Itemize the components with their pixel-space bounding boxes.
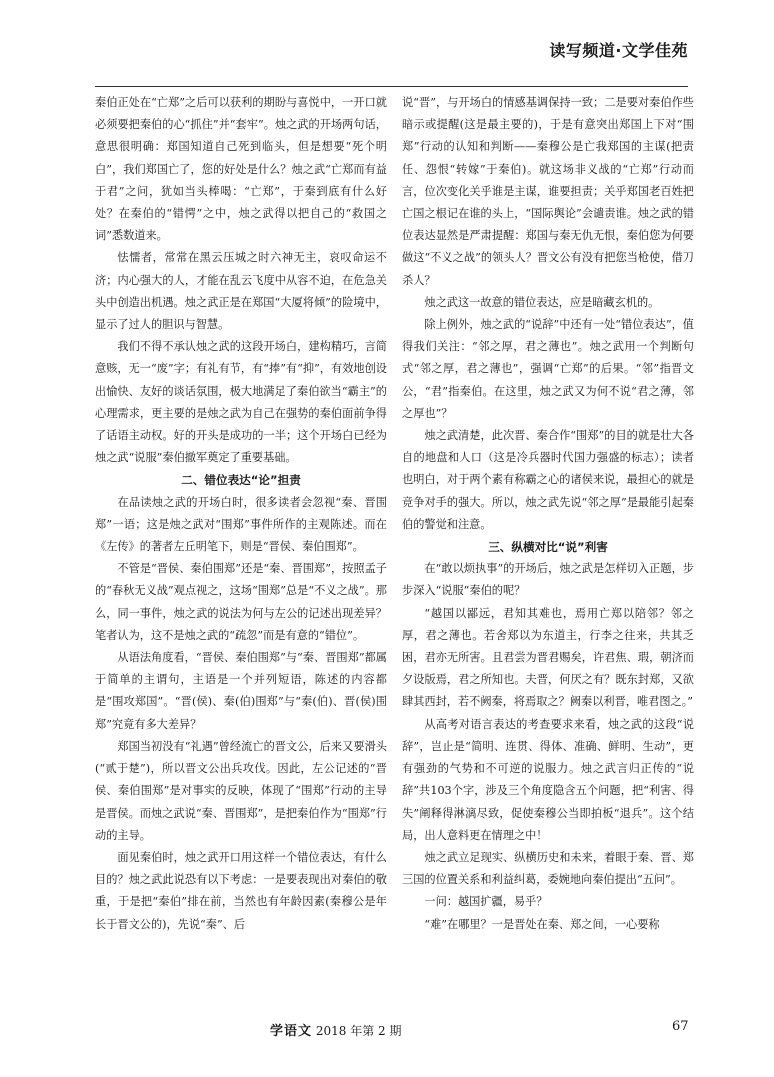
left-paragraph: 在品读烛之武的开场白时，很多读者会忽视“秦、晋围郑”一语；这是烛之武对“围郑”事件所作的主观陈述。而在《左传》的著者左丘明笔下，则是“晋侯、秦伯围郑”。 bbox=[95, 495, 387, 554]
left-paragraph: 郑国当初没有“礼遇”曾经流亡的晋文公，后来又要滑头(“贰于楚”)，所以晋文公出兵攻伐。因此，左公记述的“晋侯、秦伯围郑”是对事实的反映，体现了“围郑”行动的主导是晋侯。而烛之武说“秦、晋围郑”，是把秦伯作为“围郑”行动的主导。 bbox=[95, 739, 387, 842]
right-paragraph: 在“敢以烦执事”的开场后，烛之武是怎样切入正题，步步深入“说服”秦伯的呢？ bbox=[402, 562, 694, 598]
right-paragraph: 烛之武这一故意的错位表达，应是暗藏玄机的。 bbox=[424, 295, 660, 309]
page-number: 67 bbox=[672, 1019, 689, 1034]
right-paragraph: 烛之武清楚，此次晋、秦合作“围郑”的目的就是壮大各自的地盘和人口（这是冷兵器时代国力强盛的标志）；读者也明白，对于两个素有称霸之心的诸侯来说，最担心的就是竞争对手的强大。所以，烛之武先说“邻之厚”是最能引起秦伯的警觉和注意。 bbox=[402, 429, 694, 531]
journal-issue: 2018 年第 2 期 bbox=[315, 1024, 402, 1038]
right-paragraph: 除上例外，烛之武的“说辞”中还有一处“错位表达”，值得我们关注：“邻之厚，君之薄也”。烛之武用一个判断句式“邻之厚，君之薄也”，强调“亡郑”的后果。“邻”指晋文公，“君”指秦伯。在这里，烛之武又为何不说“君之薄，邻之厚也”？ bbox=[402, 318, 694, 420]
footer-journal bbox=[270, 1020, 401, 1039]
page-header bbox=[0, 0, 774, 92]
right-paragraph: 一问：越国扩疆，易乎？ bbox=[424, 895, 548, 909]
left-column bbox=[95, 92, 387, 992]
right-section-heading: 三、纵横对比“说”利害 bbox=[488, 540, 608, 555]
left-paragraph: 怯懦者，常常在黑云压城之时六神无主，哀叹命运不济；内心强大的人，才能在乱云飞度中从容不迫，在危急关头中创造出机遇。烛之武正是在郑国“大厦将倾”的险境中，显示了过人的胆识与智慧。 bbox=[95, 251, 387, 332]
left-paragraph: 面见秦伯时，烛之武开口用这样一个错位表达，有什么目的？烛之武此说恐有以下考虑：一是要表现出对秦伯的敬重，于是把“秦伯”排在前，当然也有年龄因素(秦穆公是年长于晋文公的)，先说“秦”、后 bbox=[95, 850, 387, 931]
right-paragraph: 烛之武立足现实、纵横历史和未来，着眼于秦、晋、郑三国的位置关系和利益纠葛，委婉地向秦伯提出“五问”。 bbox=[402, 850, 694, 887]
left-paragraph: 我们不得不承认烛之武的这段开场白，建构精巧，言简意赅，无一“废”字；有礼有节，有“捧”有“抑”，有效地创设出愉快、友好的谈话氛围，极大地满足了秦伯欲当“霸主”的心理需求，更主要的是烛之武为自己在强势的秦伯面前争得了话语主动权。好的开头是成功的一半；这个开场白已经为烛之武“说服”秦伯撤军奠定了重要基础。 bbox=[95, 340, 387, 465]
header-divider bbox=[95, 86, 688, 87]
right-paragraph: 说“晋”，与开场白的情感基调保持一致；二是要对秦伯作些暗示或提醒(这是最主要的)，于是有意突出郑国上下对“围郑”行动的认知和判断——秦穆公是亡我郑国的主谋(把责任、怨恨“转嫁”于秦伯)。就这场非义战的“亡郑”行动而言，位次变化关乎谁是主谋，谁要担责；关乎郑国老百姓把亡国之根记在谁的头上，“国际舆论”会谴责谁。烛之武的错位表达显然是严肃提醒：郑国与秦无仇无恨，秦伯您为何要做这“不义之战”的领头人？晋文公有没有把您当枪使，借刀杀人？ bbox=[402, 96, 694, 287]
left-paragraph: 从语法角度看，“晋侯、秦伯围郑”与“秦、晋围郑”都属于简单的主谓句，主语是一个并列短语，陈述的内容都是“围攻郑国”。“晋(侯)、秦(伯)围郑”与“秦(伯)、晋(侯)围郑”究竟有多大差异？ bbox=[95, 651, 387, 731]
left-paragraph: 不管是“晋侯、秦伯围郑”还是“秦、晋围郑”，按照孟子的“春秋无义战”观点视之，这场“围郑”总是“不义之战”。那么，同一事件，烛之武的说法为何与左公的记述出现差异？笔者认为，这不是烛之武的“疏忽”而是有意的“错位”。 bbox=[95, 562, 387, 642]
left-paragraph: 秦伯正处在“亡郑”之后可以获利的期盼与喜悦中，一开口就必须要把秦伯的心“抓住”并“套牢”。烛之武的开场两句话，意思很明确：郑国知道自己死到临头，但是想要“死个明白”，我们郑国亡了，您的好处是什么？烛之武“亡郑而有益于君”之问，犹如当头棒喝：“亡郑”，于秦到底有什么好处？在秦伯的“错愕”之中，烛之武得以把自己的“救国之词”悉数道来。 bbox=[95, 96, 387, 243]
right-column bbox=[402, 92, 694, 992]
right-paragraph: “难”在哪里？一是晋处在秦、郑之间，一心要称 bbox=[424, 917, 660, 931]
column-title: 读写频道·文学佳苑 bbox=[549, 41, 688, 60]
right-paragraph: “越国以鄙远，君知其难也，焉用亡郑以陪邻？邻之厚，君之薄也。若舍郑以为东道主，行李之往来，共其乏困，君亦无所害。且君尝为晋君赐矣，许君焦、瑕，朝济而夕设版焉，君之所知也。夫晋，何厌之有？既东封郑，又欲肆其西封，若不阙秦，将焉取之？阙秦以利晋，唯君图之。” bbox=[402, 606, 694, 709]
right-paragraph: 从高考对语言表达的考查要求来看，烛之武的这段“说辞”，岂止是“简明、连贯、得体、准确、鲜明、生动”，更有强劲的气势和不可逆的说服力。烛之武言归正传的“说辞”共103个字，涉及三个角度隐含五个问题，把“利害、得失”阐释得淋漓尽致，促使秦穆公当即拍板“退兵”。这个结局，出人意料更在情理之中！ bbox=[402, 717, 694, 842]
left-section-heading: 二、错位表达“论”担责 bbox=[181, 473, 301, 488]
journal-name: 学语文 bbox=[270, 1024, 313, 1039]
